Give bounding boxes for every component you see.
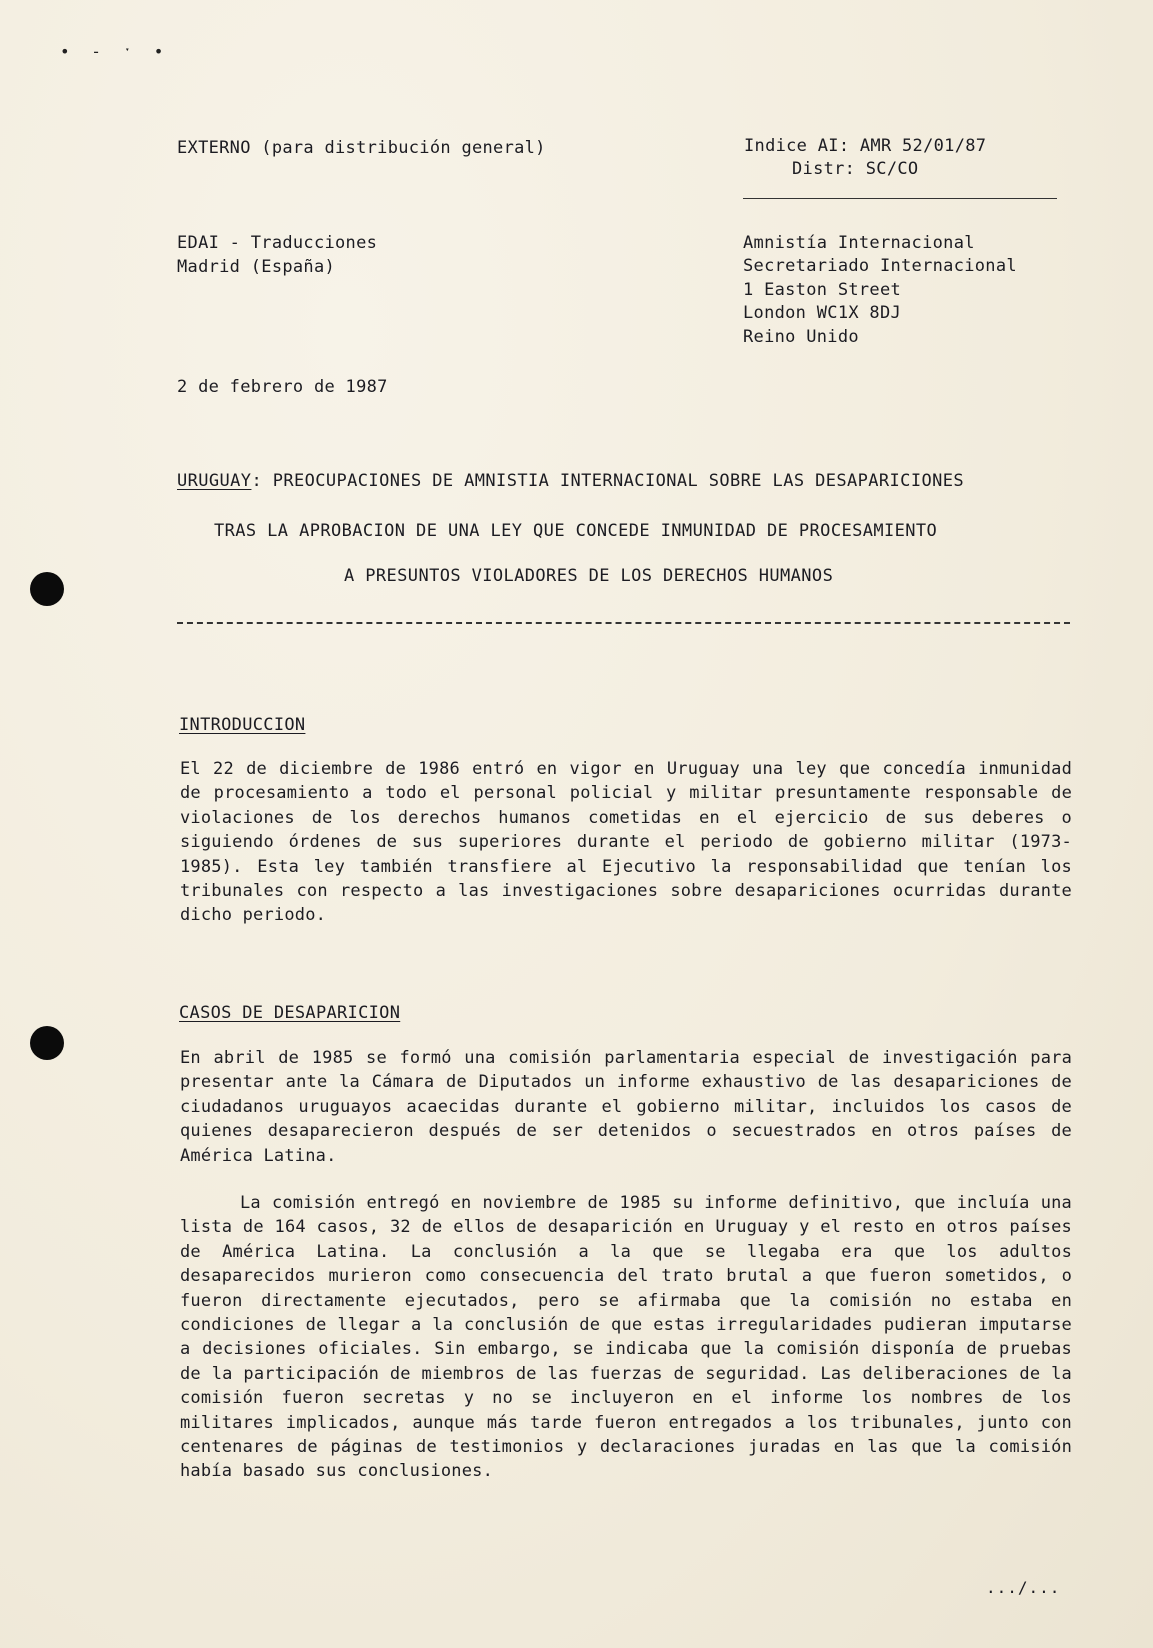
paper-specks: • - ˑ • bbox=[60, 42, 170, 61]
title-line-1 bbox=[177, 469, 964, 493]
punch-hole-top bbox=[30, 572, 64, 606]
title-line-2: TRAS LA APROBACION DE UNA LEY QUE CONCEDE INMUNIDAD DE PROCESAMIENTO bbox=[214, 521, 938, 541]
section-heading-introduccion: INTRODUCCION bbox=[179, 715, 306, 735]
continuation-mark: .../... bbox=[986, 1578, 1061, 1597]
casos-paragraph-1: En abril de 1985 se formó una comisión parlamentaria especial de investigación para presentar ante la Cámara de Diputados un informe exhaustivo de las desapariciones de ciudadanos uruguayos acaecidas durante el gobierno militar, incluidos los casos de quienes desaparecieron después de ser detenidos o secuestrados en otros países de América Latina. bbox=[180, 1048, 1072, 1166]
section-heading-casos: CASOS DE DESAPARICION bbox=[179, 1003, 401, 1023]
document-date: 2 de febrero de 1987 bbox=[177, 377, 388, 397]
title-line-3: A PRESUNTOS VIOLADORES DE LOS DERECHOS HUMANOS bbox=[344, 566, 834, 586]
ai-index: Indice AI: AMR 52/01/87 bbox=[744, 136, 987, 156]
address-line-5: Reino Unido bbox=[743, 327, 859, 347]
title-country: URUGUAY bbox=[177, 471, 252, 491]
distribution-label: EXTERNO (para distribución general) bbox=[177, 138, 546, 158]
distribution-code: Distr: SC/CO bbox=[792, 159, 919, 179]
sender-line-2: Madrid (España) bbox=[177, 257, 336, 277]
sender-line-1: EDAI - Traducciones bbox=[177, 233, 378, 253]
title-dashed-rule bbox=[177, 622, 1070, 624]
address-line-3: 1 Easton Street bbox=[743, 280, 902, 300]
address-line-2: Secretariado Internacional bbox=[743, 256, 1017, 276]
punch-hole-bottom bbox=[30, 1026, 64, 1060]
address-line-1: Amnistía Internacional bbox=[743, 233, 975, 253]
header-rule bbox=[743, 198, 1057, 199]
title-line-1-rest: : PREOCUPACIONES DE AMNISTIA INTERNACIONAL SOBRE LAS DESAPARICIONES bbox=[251, 471, 964, 491]
casos-paragraph-2: La comisión entregó en noviembre de 1985 su informe definitivo, que incluía una lista de 164 casos, 32 de ellos de desaparición en Uruguay y el resto en otros países de América Latina. La conclusión a la que se llegaba era que los adultos desaparecidos murieron como consecuencia del trato brutal a que fueron sometidos, o fueron directamente ejecutados, pero se afirmaba que la comisión no estaba en condiciones de llegar a la conclusión de que estas irregularidades pudieran imputarse a decisiones oficiales. Sin embargo, se indicaba que la comisión disponía de pruebas de la participación de miembros de las fuerzas de seguridad. Las deliberaciones de la comisión fueron secretas y no se incluyeron en el informe los nombres de los militares implicados, aunque más tarde fueron entregados a los tribunales, junto con centenares de páginas de testimonios y declaraciones juradas en las que la comisión había basado sus conclusiones. bbox=[180, 1193, 1072, 1482]
address-line-4: London WC1X 8DJ bbox=[743, 303, 902, 323]
intro-paragraph: El 22 de diciembre de 1986 entró en vigor en Uruguay una ley que concedía inmunidad de procesamiento a todo el personal policial y militar presuntamente responsable de violaciones de los derechos humanos cometidas en el ejercicio de sus deberes o siguiendo órdenes de sus superiores durante el periodo de gobierno militar (1973-1985). Esta ley también transfiere al Ejecutivo la responsabilidad que tenían los tribunales con respecto a las investigaciones sobre desapariciones ocurridas durante dicho periodo. bbox=[180, 759, 1072, 926]
